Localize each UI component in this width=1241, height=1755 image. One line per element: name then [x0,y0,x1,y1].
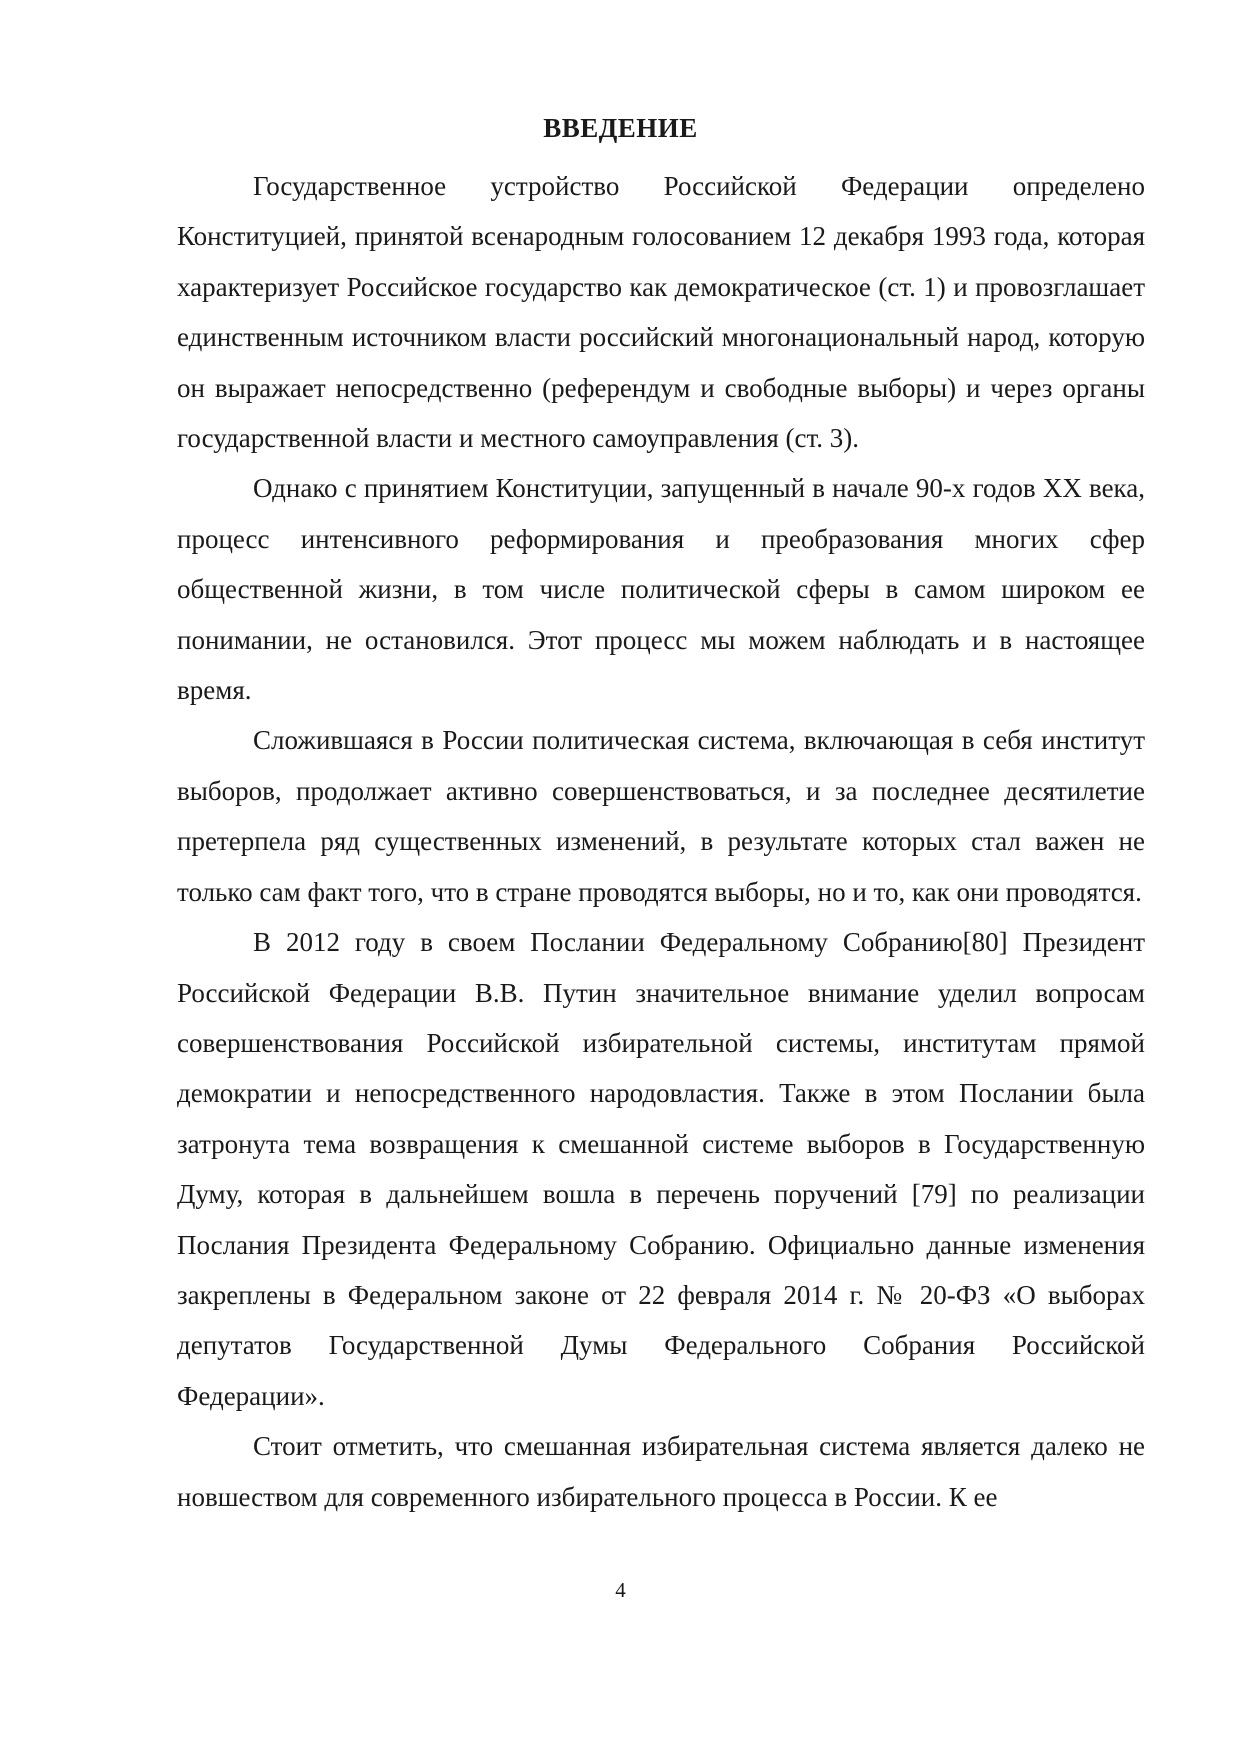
paragraph-4: В 2012 году в своем Послании Федеральному Собранию[80] Президент Российской Федерации В.В. Путин значительное внимание уделил вопросам совершенствования Российской избирательной системы, институтам прямой демократии и непосредственного народовластия. Также в этом Послании была затронута тема возвращения к смешанной системе выборов в Государственную Думу, которая в дальнейшем вошла в перечень поручений [79] по реализации Послания Президента Федеральному Собранию. Официально данные изменения закреплены в Федеральном законе от 22 февраля 2014 г. № 20-ФЗ «О выборах депутатов Государственной Думы Федерального Собрания Российской Федерации». [177,927,1145,1411]
paragraph-1: Государственное устройство Российской Федерации определено Конституцией, принятой всенародным голосованием 12 декабря 1993 года, которая характеризует Российское государство как демократическое (ст. 1) и провозглашает единственным источником власти российский многонациональный народ, которую он выражает непосредственно (референдум и свободные выборы) и через органы государственной власти и местного самоуправления (ст. 3). [177,171,1145,454]
page-title: ВВЕДЕНИЕ [543,113,698,143]
paragraph-2: Однако с принятием Конституции, запущенный в начале 90-х годов XX века, процесс интенсивного реформирования и преобразования многих сфер общественной жизни, в том числе политической сферы в самом широком ее понимании, не остановился. Этот процесс мы можем наблюдать и в настоящее время. [177,473,1145,706]
paragraph-3: Сложившаяся в России политическая система, включающая в себя институт выборов, продолжает активно совершенствоваться, и за последнее десятилетие претерпела ряд существенных изменений, в результате которых стал важен не только сам факт того, что в стране проводятся выборы, но и то, как они проводятся. [177,725,1145,907]
paragraph-5: Стоит отметить, что смешанная избирательная система является далеко не новшеством для современного избирательного процесса в России. К ее [177,1431,1145,1512]
page-number: 4 [615,1578,626,1602]
document-body [177,161,1145,1522]
